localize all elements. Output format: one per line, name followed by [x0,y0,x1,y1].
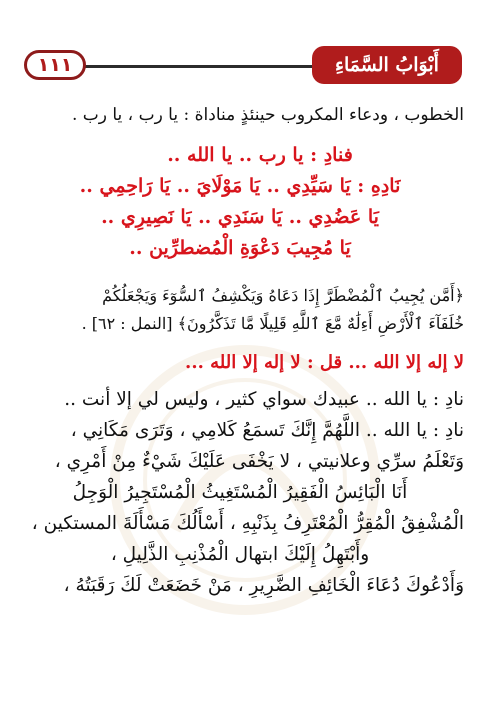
tahlil-line: لا إله إلا الله ... قل : لا إله إلا الله ... [185,352,464,373]
text-line: نادِ : يا الله .. اللَّهُمَّ إِنَّكَ تَسمَعُ كَلامِي ، وَتَرَى مَكَانِي ، [70,420,464,441]
page-body [16,100,464,601]
supplication-text [16,384,464,601]
invocation-line: يَا مُجِيبَ دَعْوَةِ الْمُضطرِّين .. [129,237,351,259]
quran-line: ﴿أَمَّن يُجِيبُ ٱلْمُضْطَرَّ إِذَا دَعَاهُ وَيَكْشِفُ ٱلسُّوٓءَ وَيَجْعَلُكُمْ [102,286,464,305]
text-line: وَتَعْلَمُ سرِّي وعلانيتي ، لا يَخْفَى عَلَيْكَ شَيْءٌ مِنْ أَمْرِي ، [54,451,464,472]
invocation-line: يَا عَضُدِي .. يَا سَنَدِي .. يَا نَصِيرِي .. [101,206,379,228]
chapter-title-banner [312,46,462,84]
chapter-title: أَبْوَابُ السَّمَاءِ [335,54,439,76]
invocations-block [16,140,464,264]
intro-text: الخطوب ، ودعاء المكروب حينئذٍ مناداة : يا رب ، يا رب . [71,105,464,125]
text-line: أَنَا الْبَائِسُ الْفَقِيرُ الْمُسْتَغِيثُ الْمُسْتَجِيرُ الْوَجِلُ [72,482,408,503]
text-line: نادِ : يا الله .. عبيدك سواي كثير ، وليس لي إلا أنت .. [64,389,464,410]
text-line: وأَبْتَهِلُ إِلَيْكَ ابتهال الْمُذْنِبِ الذَّلِيلِ ، [110,544,370,565]
quran-line: خُلَفَآءَ ٱلْأَرْضِ أَءِلَٰهٌ مَّعَ ٱللَّهِ قَلِيلًا مَّا تَذَكَّرُونَ﴾ [النمل : ٦٢] . [81,314,464,333]
text-line: الْمُشْفِقُ الْمُقِرُّ الْمُعْتَرِفُ بِذَنْبِهِ ، أَسْأَلُكَ مَسْأَلَةَ المستكين ، [31,513,464,534]
page-header [14,46,466,86]
page-number: ١١١ [24,50,86,80]
quran-verse [16,282,464,338]
invocation-line: نَادِهِ : يَا سَيِّدِي .. يَا مَوْلَايَ .. يَا رَاحِمِي .. [79,175,401,197]
invocation-line: فنادِ : يا رب .. يا الله .. [167,144,353,166]
text-line: وَأَدْعُوكَ دُعَاءَ الْخَائِفِ الضَّرِيرِ ، مَنْ خَضَعَتْ لَكَ رَقَبَتُهُ ، [63,575,464,596]
